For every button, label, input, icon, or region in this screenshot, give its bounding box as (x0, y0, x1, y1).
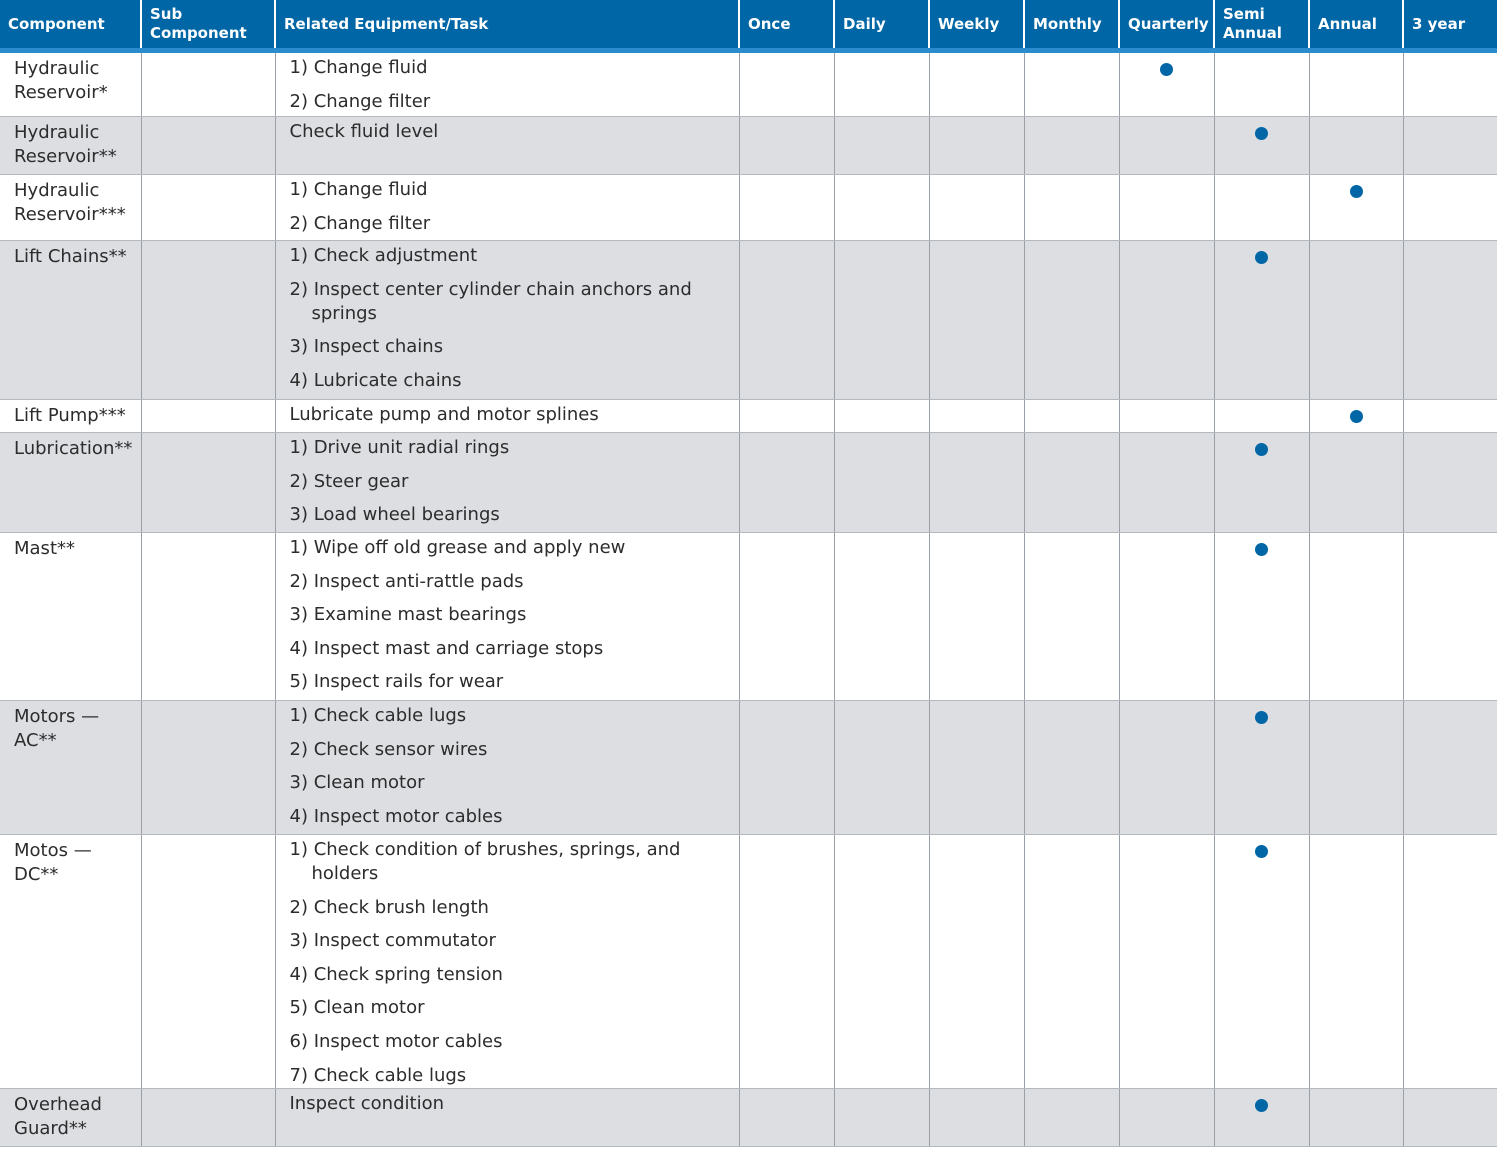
frequency-cell-monthly (1024, 241, 1119, 400)
task-item: 1) Wipe off old grease and apply new (289, 537, 626, 558)
task-item: 2) Change filter (289, 212, 431, 234)
task-item: 3) Load wheel bearings (289, 504, 500, 526)
frequency-cell-daily (834, 175, 929, 241)
sub-component-cell (141, 51, 275, 117)
frequency-cell-semi-annual (1214, 433, 1309, 533)
frequency-cell-once (739, 1088, 834, 1146)
sub-component-cell (141, 835, 275, 1089)
frequency-cell-weekly (929, 51, 1024, 117)
table-row (0, 433, 1497, 533)
table-row (0, 701, 1497, 835)
frequency-cell-monthly (1024, 51, 1119, 117)
frequency-cell-once (739, 400, 834, 433)
frequency-cell-semi-annual (1214, 117, 1309, 175)
task-item: 5) Clean motor (289, 997, 425, 1019)
frequency-cell-annual (1309, 835, 1403, 1089)
frequency-cell-annual (1309, 241, 1403, 400)
task-item: Check fluid level (289, 121, 439, 142)
frequency-cell-daily (834, 835, 929, 1089)
task-cell (275, 117, 739, 175)
frequency-cell-once (739, 533, 834, 701)
frequency-cell-quarterly (1119, 433, 1214, 533)
frequency-dot-icon (1255, 543, 1268, 556)
frequency-cell-semi-annual (1214, 1088, 1309, 1146)
component-cell: Overhead Guard** (0, 1088, 141, 1146)
frequency-dot-icon (1255, 845, 1268, 858)
task-item: Inspect condition (289, 1092, 444, 1114)
table-row (0, 835, 1497, 1089)
frequency-cell-once (739, 175, 834, 241)
frequency-cell-monthly (1024, 117, 1119, 175)
task-item: 1) Change fluid (289, 179, 428, 200)
frequency-cell-3-year (1403, 400, 1497, 433)
frequency-cell-quarterly (1119, 533, 1214, 701)
frequency-cell-semi-annual (1214, 51, 1309, 117)
task-item: 1) Drive unit radial rings (289, 437, 510, 458)
frequency-cell-monthly (1024, 835, 1119, 1089)
frequency-cell-semi-annual (1214, 175, 1309, 241)
column-header-component: Component (0, 0, 141, 51)
table-row (0, 533, 1497, 701)
frequency-cell-monthly (1024, 433, 1119, 533)
task-item: 2) Change filter (289, 90, 431, 112)
task-cell (275, 1088, 739, 1146)
frequency-cell-daily (834, 701, 929, 835)
task-item: 3) Inspect chains (289, 336, 444, 358)
task-cell (275, 241, 739, 400)
frequency-dot-icon (1255, 127, 1268, 140)
frequency-cell-annual (1309, 51, 1403, 117)
task-item: 2) Inspect anti-rattle pads (289, 570, 524, 592)
frequency-cell-weekly (929, 433, 1024, 533)
frequency-cell-3-year (1403, 175, 1497, 241)
task-item: 1) Change fluid (289, 57, 428, 78)
frequency-cell-once (739, 117, 834, 175)
frequency-cell-monthly (1024, 1088, 1119, 1146)
frequency-cell-once (739, 701, 834, 835)
frequency-cell-weekly (929, 117, 1024, 175)
sub-component-cell (141, 1088, 275, 1146)
task-item: 4) Inspect mast and carriage stops (289, 637, 604, 659)
table-row (0, 400, 1497, 433)
frequency-cell-monthly (1024, 701, 1119, 835)
frequency-cell-quarterly (1119, 117, 1214, 175)
task-item: 1) Check adjustment (289, 245, 478, 266)
frequency-cell-quarterly (1119, 835, 1214, 1089)
frequency-cell-3-year (1403, 533, 1497, 701)
frequency-cell-annual (1309, 433, 1403, 533)
task-item: 4) Lubricate chains (289, 369, 462, 391)
task-item: 3) Examine mast bearings (289, 604, 527, 626)
task-item: 3) Clean motor (289, 772, 425, 794)
frequency-cell-3-year (1403, 117, 1497, 175)
task-item: 3) Inspect commutator (289, 930, 496, 952)
column-header-task: Related Equipment/Task (275, 0, 739, 51)
frequency-dot-icon (1160, 63, 1173, 76)
column-header-once: Once (739, 0, 834, 51)
sub-component-cell (141, 533, 275, 701)
component-cell: Mast** (0, 533, 141, 701)
task-item: 4) Check spring tension (289, 963, 503, 985)
frequency-cell-annual (1309, 400, 1403, 433)
column-header-monthly: Monthly (1024, 0, 1119, 51)
sub-component-cell (141, 701, 275, 835)
frequency-cell-3-year (1403, 701, 1497, 835)
task-cell (275, 701, 739, 835)
column-header-semi-annual: Semi Annual (1214, 0, 1309, 51)
task-item: 2) Check brush length (289, 896, 489, 918)
table-row (0, 117, 1497, 175)
sub-component-cell (141, 400, 275, 433)
table-row (0, 51, 1497, 117)
frequency-cell-weekly (929, 400, 1024, 433)
component-cell: Motos — DC** (0, 835, 141, 1089)
table-body (0, 51, 1497, 1147)
table-row (0, 175, 1497, 241)
task-cell (275, 835, 739, 1089)
component-cell: Lift Pump*** (0, 400, 141, 433)
task-item: 5) Inspect rails for wear (289, 671, 504, 693)
frequency-dot-icon (1350, 410, 1363, 423)
frequency-cell-3-year (1403, 835, 1497, 1089)
frequency-cell-once (739, 51, 834, 117)
column-header-daily: Daily (834, 0, 929, 51)
sub-component-cell (141, 175, 275, 241)
task-item: 1) Check cable lugs (289, 705, 467, 726)
task-item: 2) Check sensor wires (289, 738, 488, 760)
frequency-cell-annual (1309, 533, 1403, 701)
sub-component-cell (141, 241, 275, 400)
task-cell (275, 175, 739, 241)
frequency-cell-annual (1309, 175, 1403, 241)
task-cell (275, 433, 739, 533)
frequency-cell-3-year (1403, 241, 1497, 400)
table-row (0, 241, 1497, 400)
frequency-dot-icon (1255, 443, 1268, 456)
task-item: 2) Inspect center cylinder chain anchors and springs (289, 278, 692, 324)
frequency-cell-annual (1309, 1088, 1403, 1146)
header-row (0, 0, 1497, 51)
task-cell (275, 51, 739, 117)
frequency-cell-once (739, 835, 834, 1089)
task-item: 4) Inspect motor cables (289, 805, 503, 827)
frequency-cell-quarterly (1119, 1088, 1214, 1146)
frequency-cell-once (739, 433, 834, 533)
frequency-cell-once (739, 241, 834, 400)
frequency-cell-weekly (929, 533, 1024, 701)
task-item: 6) Inspect motor cables (289, 1030, 503, 1052)
column-header-3-year: 3 year (1403, 0, 1497, 51)
frequency-cell-weekly (929, 1088, 1024, 1146)
frequency-cell-semi-annual (1214, 701, 1309, 835)
task-item: Lubricate pump and motor splines (289, 404, 599, 425)
column-header-quarterly: Quarterly (1119, 0, 1214, 51)
frequency-cell-daily (834, 51, 929, 117)
component-cell: Hydraulic Reservoir*** (0, 175, 141, 241)
column-header-sub-component: Sub Component (141, 0, 275, 51)
task-item: 1) Check condition of brushes, springs, and holders (289, 839, 681, 884)
task-item: 7) Check cable lugs (289, 1064, 467, 1086)
frequency-cell-weekly (929, 241, 1024, 400)
table-header (0, 0, 1497, 51)
frequency-cell-daily (834, 117, 929, 175)
task-cell (275, 400, 739, 433)
component-cell: Lubrication** (0, 433, 141, 533)
sub-component-cell (141, 117, 275, 175)
frequency-cell-3-year (1403, 1088, 1497, 1146)
frequency-cell-annual (1309, 701, 1403, 835)
frequency-cell-annual (1309, 117, 1403, 175)
frequency-cell-quarterly (1119, 51, 1214, 117)
sub-component-cell (141, 433, 275, 533)
frequency-dot-icon (1350, 185, 1363, 198)
frequency-cell-monthly (1024, 533, 1119, 701)
frequency-cell-quarterly (1119, 400, 1214, 433)
frequency-cell-semi-annual (1214, 400, 1309, 433)
task-item: 2) Steer gear (289, 470, 409, 492)
column-header-annual: Annual (1309, 0, 1403, 51)
task-cell (275, 533, 739, 701)
frequency-dot-icon (1255, 711, 1268, 724)
frequency-dot-icon (1255, 251, 1268, 264)
frequency-cell-quarterly (1119, 241, 1214, 400)
frequency-dot-icon (1255, 1099, 1268, 1112)
frequency-cell-monthly (1024, 175, 1119, 241)
frequency-cell-weekly (929, 701, 1024, 835)
frequency-cell-daily (834, 533, 929, 701)
frequency-cell-weekly (929, 835, 1024, 1089)
frequency-cell-weekly (929, 175, 1024, 241)
frequency-cell-3-year (1403, 433, 1497, 533)
frequency-cell-semi-annual (1214, 835, 1309, 1089)
frequency-cell-daily (834, 400, 929, 433)
frequency-cell-monthly (1024, 400, 1119, 433)
component-cell: Lift Chains** (0, 241, 141, 400)
frequency-cell-quarterly (1119, 175, 1214, 241)
frequency-cell-3-year (1403, 51, 1497, 117)
frequency-cell-daily (834, 241, 929, 400)
frequency-cell-quarterly (1119, 701, 1214, 835)
component-cell: Hydraulic Reservoir* (0, 51, 141, 117)
component-cell: Motors — AC** (0, 701, 141, 835)
frequency-cell-daily (834, 433, 929, 533)
table-row (0, 1088, 1497, 1146)
frequency-cell-semi-annual (1214, 533, 1309, 701)
frequency-cell-daily (834, 1088, 929, 1146)
component-cell: Hydraulic Reservoir** (0, 117, 141, 175)
frequency-cell-semi-annual (1214, 241, 1309, 400)
column-header-weekly: Weekly (929, 0, 1024, 51)
